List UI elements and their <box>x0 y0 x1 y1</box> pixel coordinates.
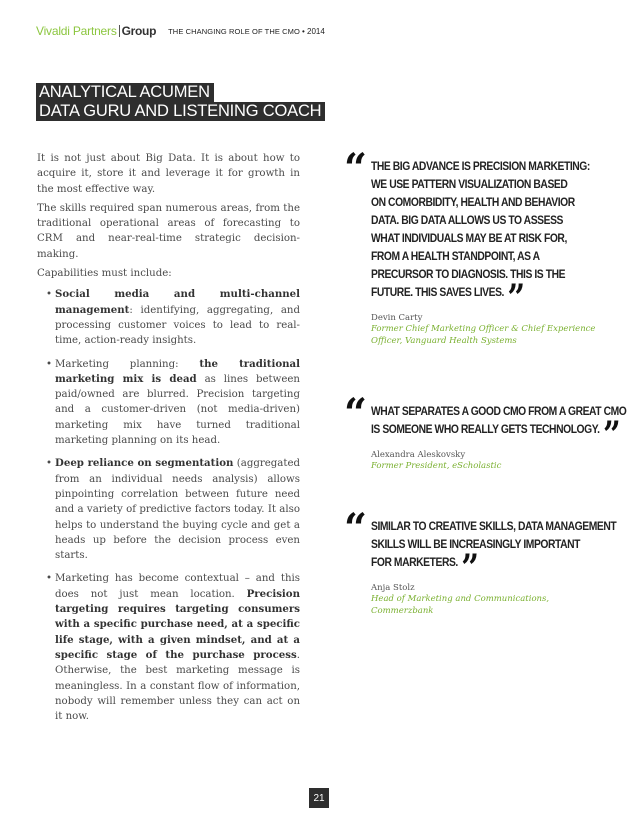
section-subheading: DATA GURU AND LISTENING COACH <box>36 102 325 121</box>
list-item-bold: Precision targeting requires targeting consumers with a specific purchase need, at a specific life stage, with a given mindset, and at a specific stage of the purchase process <box>55 587 300 661</box>
list-item-bold: the traditional marketing mix is dead <box>55 357 300 385</box>
list-item <box>37 357 300 449</box>
brand-group: Group <box>121 24 157 38</box>
list-item-bold: Deep reliance on segmentation <box>55 457 234 470</box>
pull-quote-3 <box>344 505 617 617</box>
quote-line: WE USE PATTERN VISUALIZATION BASED <box>371 177 568 191</box>
pull-quote-1 <box>344 145 609 347</box>
brand-divider <box>119 25 120 37</box>
list-item-lead: Marketing has become contextual – and this does not just mean location. <box>55 573 300 600</box>
quote-author-role: Former President, eScholastic <box>371 461 502 471</box>
bullet-marker: • <box>46 289 53 301</box>
pull-quote-2 <box>344 390 627 472</box>
quote-line: DATA. BIG DATA ALLOWS US TO ASSESS <box>371 213 563 227</box>
quote-line: FOR MARKETERS. <box>371 555 458 569</box>
list-item-bold: Social media and multi-channel management <box>55 288 300 316</box>
list-item <box>37 287 300 348</box>
quote-author-role: Former Chief Marketing Officer & Chief Experience Officer, Vanguard Health Systems <box>371 324 596 346</box>
quote-line: THE BIG ADVANCE IS PRECISION MARKETING: <box>371 159 590 173</box>
section-banner-line-1 <box>36 82 214 102</box>
body-paragraph-1: It is not just about Big Data. It is about how to acquire it, store it and leverage it for growth in the most effective way. <box>37 153 300 195</box>
body-column <box>37 151 300 732</box>
quote-line: IS SOMEONE WHO REALLY GETS TECHNOLOGY. <box>371 422 600 436</box>
quote-line: WHAT INDIVIDUALS MAY BE AT RISK FOR, <box>371 231 567 245</box>
quote-author-name: Devin Carty <box>371 313 423 323</box>
list-item-text: as lines between paid/owned are blurred. Precision targeting and a customer-driven (not media-driven) marketing mix have turned traditional marketing planning on its head. <box>55 373 300 447</box>
quote-author-name: Alexandra Aleskovsky <box>371 450 466 460</box>
open-quote-icon: “ <box>344 390 368 437</box>
list-item <box>37 571 300 724</box>
bullet-marker: • <box>46 573 53 585</box>
quote-line: PRECURSOR TO DIAGNOSIS. THIS IS THE <box>371 267 566 281</box>
bullet-marker: • <box>46 358 53 370</box>
page-header <box>36 24 325 38</box>
section-heading: ANALYTICAL ACUMEN <box>36 83 214 102</box>
quote-line: SKILLS WILL BE INCREASINGLY IMPORTANT <box>371 537 581 551</box>
list-item <box>37 456 300 563</box>
list-item-lead: Marketing planning: <box>55 358 200 370</box>
brand-name: Vivaldi Partners <box>36 24 117 38</box>
quote-line: FROM A HEALTH STANDPOINT, AS A <box>371 249 540 263</box>
open-quote-icon: “ <box>344 145 368 192</box>
body-paragraph-2: The skills required span numerous areas, from the traditional operational areas of forecasting to CRM and near-real-time strategic decision-making. <box>37 202 300 260</box>
open-quote-icon: “ <box>344 505 368 552</box>
close-quote-icon: ” <box>602 414 621 456</box>
close-quote-icon: ” <box>461 547 479 589</box>
capabilities-list <box>37 287 300 724</box>
list-item-text: (aggregated from an individual needs analysis) allows pinpointing correlation between future need and a variety of predictive factors today. It also helps to understand the buying cycle and get a heads up before the decision process even starts. <box>55 458 301 562</box>
quote-author-name: Anja Stolz <box>371 583 415 593</box>
list-item-text: : identifying, aggregating, and processing customer voices to lead to real-time, action-ready insights. <box>55 304 300 347</box>
close-quote-icon: ” <box>507 277 525 319</box>
page-number: 21 <box>309 788 329 808</box>
quote-line: WHAT SEPARATES A GOOD CMO FROM A GREAT CMO <box>371 404 627 418</box>
section-banner-line-2 <box>36 101 325 121</box>
quote-line: ON COMORBIDITY, HEALTH AND BEHAVIOR <box>371 195 575 209</box>
list-item-text: . Otherwise, the best marketing message is meaningless. In a constant flow of information, nobody will remember unless they can act on it now. <box>55 649 300 723</box>
document-title: THE CHANGING ROLE OF THE CMO <box>168 26 300 36</box>
quote-line: SIMILAR TO CREATIVE SKILLS, DATA MANAGEMENT <box>371 519 617 533</box>
body-paragraph-3: Capabilities must include: <box>37 268 172 280</box>
quote-author-role: Head of Marketing and Communications, Commerzbank <box>371 594 550 616</box>
bullet-marker: • <box>46 458 53 470</box>
document-year: • 2014 <box>301 26 325 36</box>
quote-line: FUTURE. THIS SAVES LIVES. <box>371 285 504 299</box>
